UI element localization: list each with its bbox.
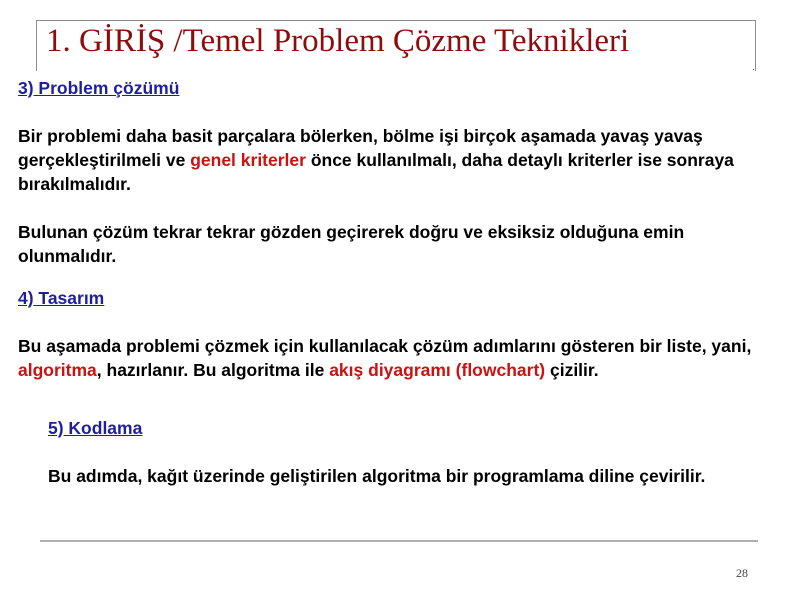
section-heading-problem-cozumu: 3) Problem çözümü bbox=[18, 78, 180, 98]
highlight-akis-diyagrami: akış diyagramı (flowchart) bbox=[329, 360, 546, 380]
section-5-paragraph bbox=[48, 464, 738, 488]
section-heading-tasarim: 4) Tasarım bbox=[18, 288, 105, 308]
footer-divider bbox=[40, 540, 758, 542]
section-3-paragraph-2 bbox=[18, 220, 748, 268]
section-4-paragraph bbox=[18, 334, 763, 382]
text-segment: önce kullanılmalı, daha detaylı kriterler ise sonraya bırakılmalıdır. bbox=[18, 150, 734, 194]
highlight-genel-kriterler: genel kriterler bbox=[190, 150, 306, 170]
text-segment: , hazırlanır. Bu algoritma ile bbox=[96, 360, 330, 380]
text-segment: Bir problemi daha basit parçalara bölerken, bölme işi birçok aşamada yavaş yavaş gerçekleştirilmeli ve bbox=[18, 126, 703, 170]
slide-title: 1. GİRİŞ /Temel Problem Çözme Teknikleri bbox=[46, 23, 630, 59]
highlight-algoritma: algoritma bbox=[18, 360, 97, 380]
corner-mark: . bbox=[752, 62, 755, 73]
text-segment: Bu adımda, kağıt üzerinde geliştirilen algoritma bir programlama diline çevirilir. bbox=[48, 466, 706, 486]
page-number: 28 bbox=[736, 566, 748, 580]
text-segment: çizilir. bbox=[545, 360, 599, 380]
text-segment: Bu aşamada problemi çözmek için kullanılacak çözüm adımlarını gösteren bir liste, yani, bbox=[18, 336, 752, 356]
section-3-paragraph-1 bbox=[18, 124, 748, 196]
section-heading-kodlama: 5) Kodlama bbox=[48, 418, 143, 438]
text-segment: Bulunan çözüm tekrar tekrar gözden geçirerek doğru ve eksiksiz olduğuna emin olunmalıdır. bbox=[18, 222, 685, 266]
